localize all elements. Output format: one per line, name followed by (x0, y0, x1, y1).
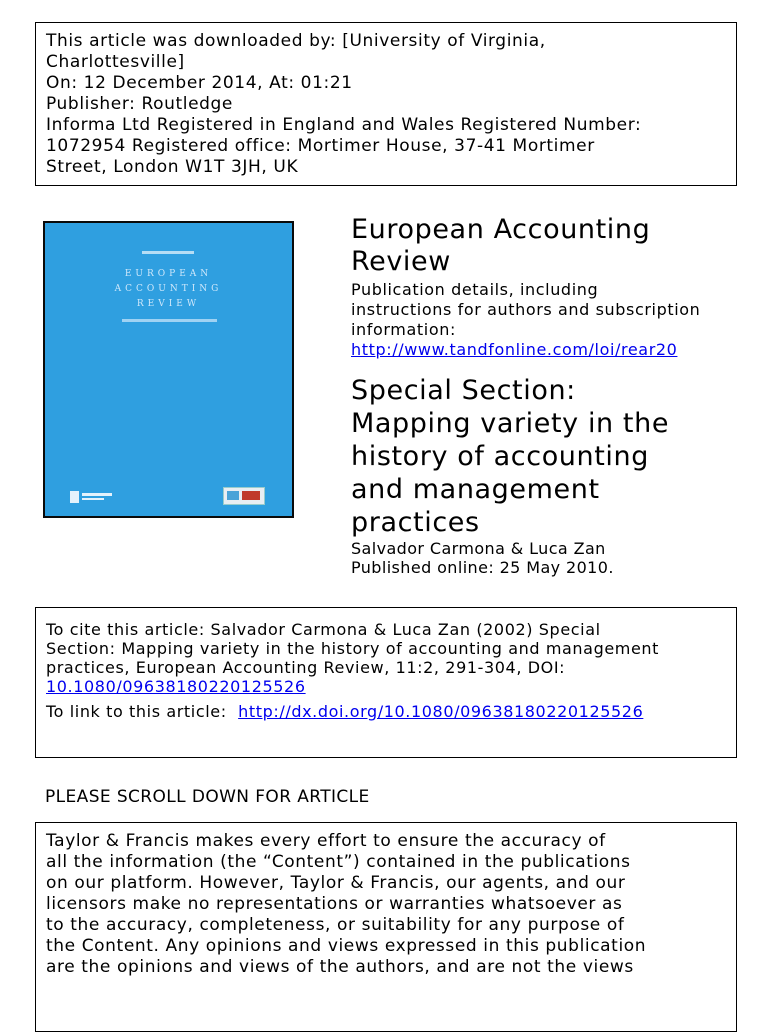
disclaimer-line: licensors make no representations or warranties whatsoever as (46, 894, 623, 914)
details-line: Publication details, including (351, 280, 599, 299)
download-notice-line: Street, London W1T 3JH, UK (46, 157, 299, 177)
journal-url-link[interactable]: http://www.tandfonline.com/loi/rear20 (351, 340, 678, 359)
disclaimer-line: are the opinions and views of the authors, and are not the views (46, 957, 634, 977)
link-label: To link to this article: (46, 702, 227, 721)
cover-header-strip (142, 251, 194, 254)
disclaimer-line: the Content. Any opinions and views expressed in this publication (46, 936, 647, 956)
disclaimer-line: Taylor & Francis makes every effort to ensure the accuracy of (46, 831, 606, 851)
cite-text: Salvador Carmona & Luca Zan (2002) Special (210, 620, 601, 639)
cover-title-line: REVIEW (136, 299, 201, 309)
article-title-line: Special Section: (351, 375, 576, 406)
article-authors: Salvador Carmona & Luca Zan (351, 539, 606, 558)
download-notice-line: 1072954 Registered office: Mortimer House, 37-41 Mortimer (46, 136, 595, 156)
publication-details (351, 280, 700, 360)
cover-badge-icon (223, 487, 265, 505)
scroll-notice: PLEASE SCROLL DOWN FOR ARTICLE (45, 787, 370, 807)
disclaimer-line: on our platform. However, Taylor & Francis, our agents, and our (46, 873, 626, 893)
article-title-line: Mapping variety in the (351, 408, 670, 439)
journal-cover-image (43, 221, 294, 518)
journal-title-line: Review (351, 246, 451, 277)
cite-label: To cite this article: (46, 620, 205, 639)
article-url-link[interactable]: http://dx.doi.org/10.1080/09638180220125526 (238, 702, 644, 721)
details-line: information: (351, 320, 456, 339)
article-title-line: and management (351, 474, 600, 505)
article-title-line: history of accounting (351, 441, 649, 472)
cite-text: practices, European Accounting Review, 11:2, 291-304, DOI: (46, 658, 566, 677)
download-notice-line: Informa Ltd Registered in England and Wales Registered Number: (46, 115, 642, 135)
cite-text: Section: Mapping variety in the history of accounting and management (46, 639, 660, 658)
article-title-line: practices (351, 507, 480, 538)
article-byline (351, 539, 614, 577)
disclaimer-line: to the accuracy, completeness, or suitability for any purpose of (46, 915, 625, 935)
download-notice-line: Charlottesville] (46, 52, 185, 72)
download-notice-box (35, 22, 737, 186)
download-notice-line: This article was downloaded by: [University of Virginia, (46, 31, 546, 51)
citation-box (35, 607, 737, 758)
cover-title-line: ACCOUNTING (114, 284, 223, 294)
doi-link[interactable]: 10.1080/09638180220125526 (46, 677, 306, 696)
details-line: instructions for authors and subscription (351, 300, 701, 319)
download-notice-line: On: 12 December 2014, At: 01:21 (46, 73, 353, 93)
journal-title-line: European Accounting (351, 214, 651, 245)
publisher-logo-icon (70, 491, 112, 503)
cover-subtitle-strip (122, 319, 217, 322)
disclaimer-line: all the information (the “Content”) contained in the publications (46, 852, 631, 872)
download-notice-line: Publisher: Routledge (46, 94, 233, 114)
journal-title (351, 214, 650, 278)
cover-title-line: EUROPEAN (124, 269, 213, 279)
published-date: Published online: 25 May 2010. (351, 558, 614, 577)
disclaimer-box (35, 822, 737, 1032)
article-title (351, 374, 669, 539)
